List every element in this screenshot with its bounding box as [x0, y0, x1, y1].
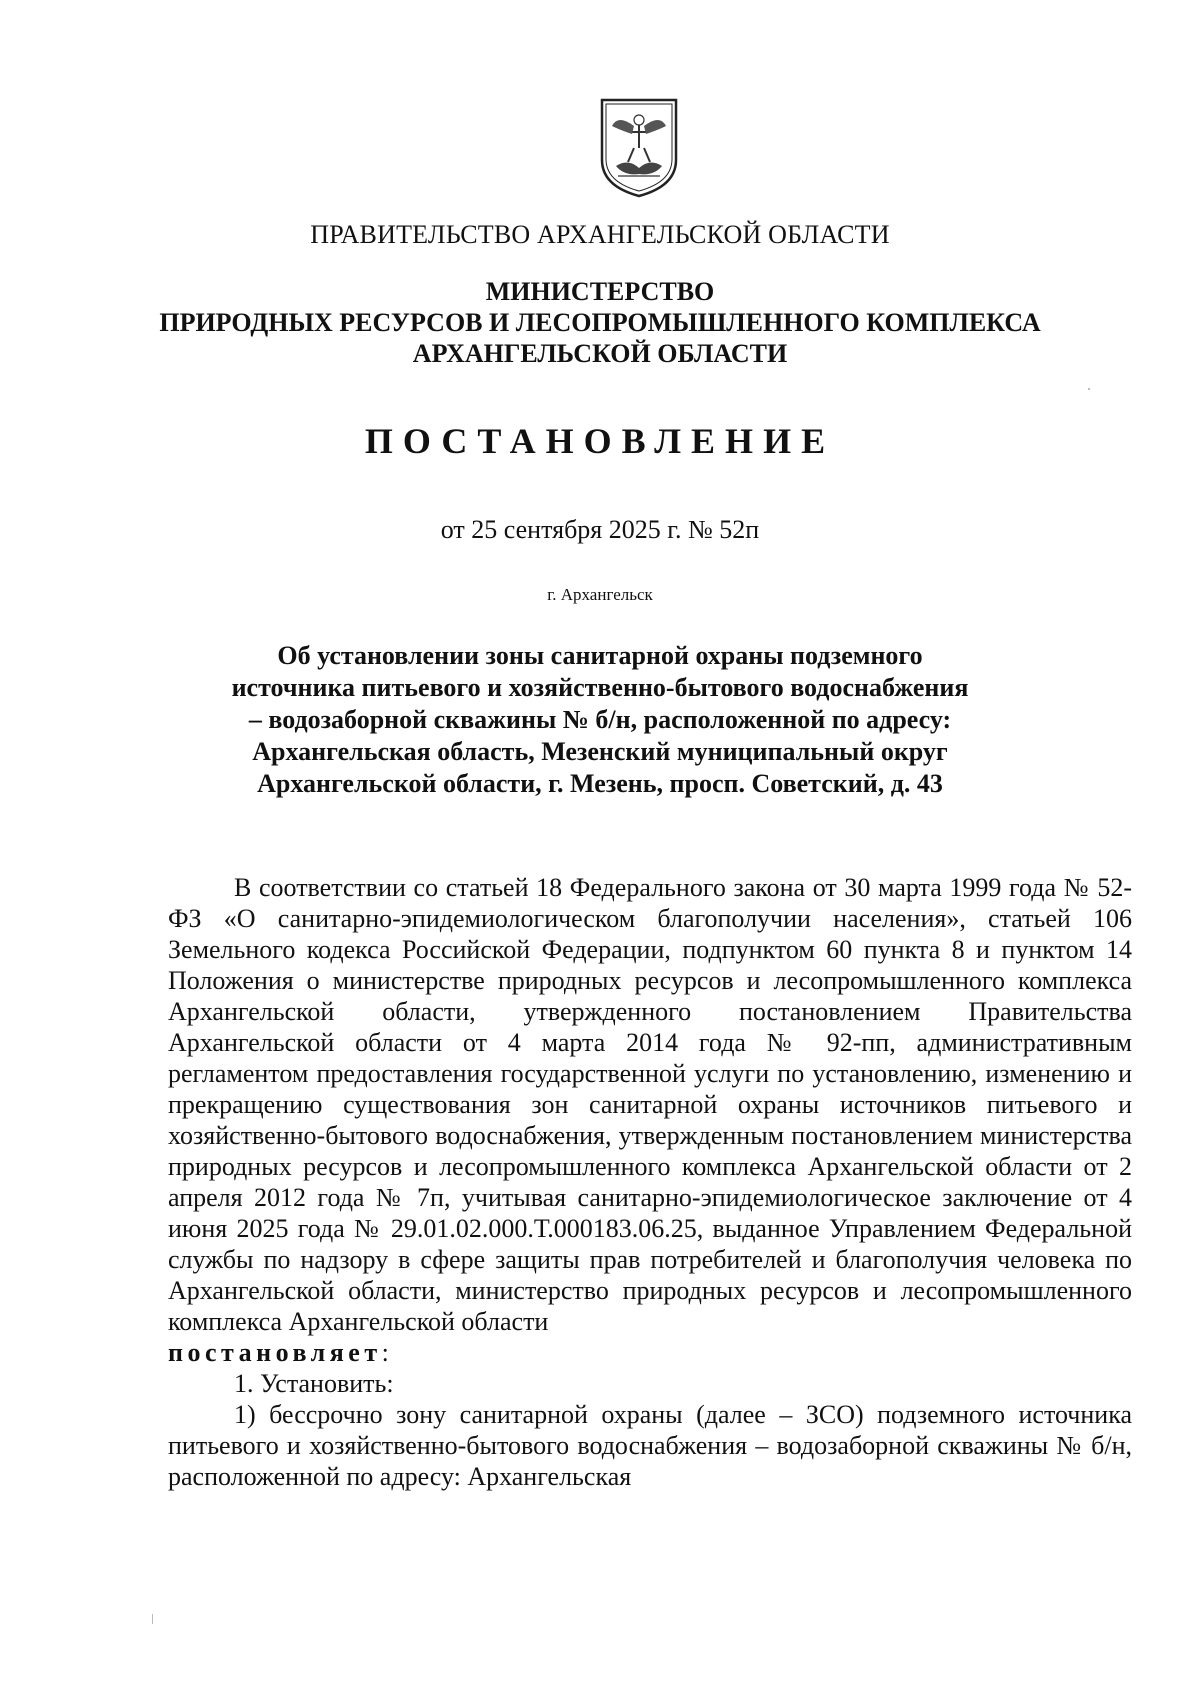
document-body — [168, 872, 1132, 1492]
scan-artifact — [1088, 388, 1090, 390]
date-and-number: от 25 сентября 2025 г. № 52п — [440, 515, 760, 544]
subject-line: Об установлении зоны санитарной охраны подземного — [277, 641, 923, 670]
ministry-line: ПРИРОДНЫХ РЕСУРСОВ И ЛЕСОПРОМЫШЛЕННОГО КОМПЛЕКСА — [159, 308, 1041, 337]
document-subject — [0, 640, 1200, 800]
subject-line: – водозаборной скважины № б/н, расположенной по адресу: — [248, 705, 952, 734]
decree-colon: : — [381, 1338, 389, 1367]
ministry-line: АРХАНГЕЛЬСКОЙ ОБЛАСТИ — [412, 339, 788, 368]
coat-of-arms-icon — [598, 96, 680, 200]
scan-artifact — [152, 1614, 153, 1624]
ministry-line: МИНИСТЕРСТВО — [485, 277, 715, 306]
government-name: ПРАВИТЕЛЬСТВО АРХАНГЕЛЬСКОЙ ОБЛАСТИ — [310, 220, 890, 249]
subject-line: Архангельской области, г. Мезень, просп. Советский, д. 43 — [257, 769, 943, 798]
subitem-paragraph: 1) бессрочно зону санитарной охраны (далее – ЗСО) подземного источника питьевого и хозяйственно-бытового водоснабжения – водозаборной скважины № б/н, расположенной по адресу: Архангельская — [168, 1400, 1132, 1491]
ministry-name — [0, 276, 1200, 369]
document-type-title: ПОСТАНОВЛЕНИЕ — [364, 421, 836, 461]
preamble-paragraph — [168, 872, 1132, 1368]
subject-line: Архангельская область, Мезенский муниципальный округ — [252, 737, 948, 766]
item-paragraph: 1. Установить: — [234, 1369, 394, 1398]
preamble-text: В соответствии со статьей 18 Федерального закона от 30 марта 1999 года № 52-ФЗ «О санитарно-эпидемиологическом благополучии населения», статьей 106 Земельного кодекса Российской Федерации, подпунктом 60 пункта 8 и пунктом 14 Положения о министерстве природных ресурсов и лесопромышленного комплекса Архангельской области, утвержденного постановлением Правительства Архангельской области от 4 марта 2014 года № 92-пп, административным регламентом предоставления государственной услуги по установлению, изменению и прекращению существования зон санитарной охраны источников питьевого и хозяйственно-бытового водоснабжения, утвержденным постановлением министерства природных ресурсов и лесопромышленного комплекса Архангельской области от 2 апреля 2012 года № 7п, учитывая санитарно-эпидемиологическое заключение от 4 июня 2025 года № 29.01.02.000.Т.000183.06.25, выданное Управлением Федеральной службы по надзору в сфере защиты прав потребителей и благополучия человека по Архангельской области, министерство природных ресурсов и лесопромышленного комплекса Архангельской области — [168, 873, 1132, 1336]
subject-line: источника питьевого и хозяйственно-бытового водоснабжения — [231, 673, 969, 702]
decree-word: постановляет — [168, 1338, 382, 1367]
city-name: г. Архангельск — [547, 585, 653, 604]
